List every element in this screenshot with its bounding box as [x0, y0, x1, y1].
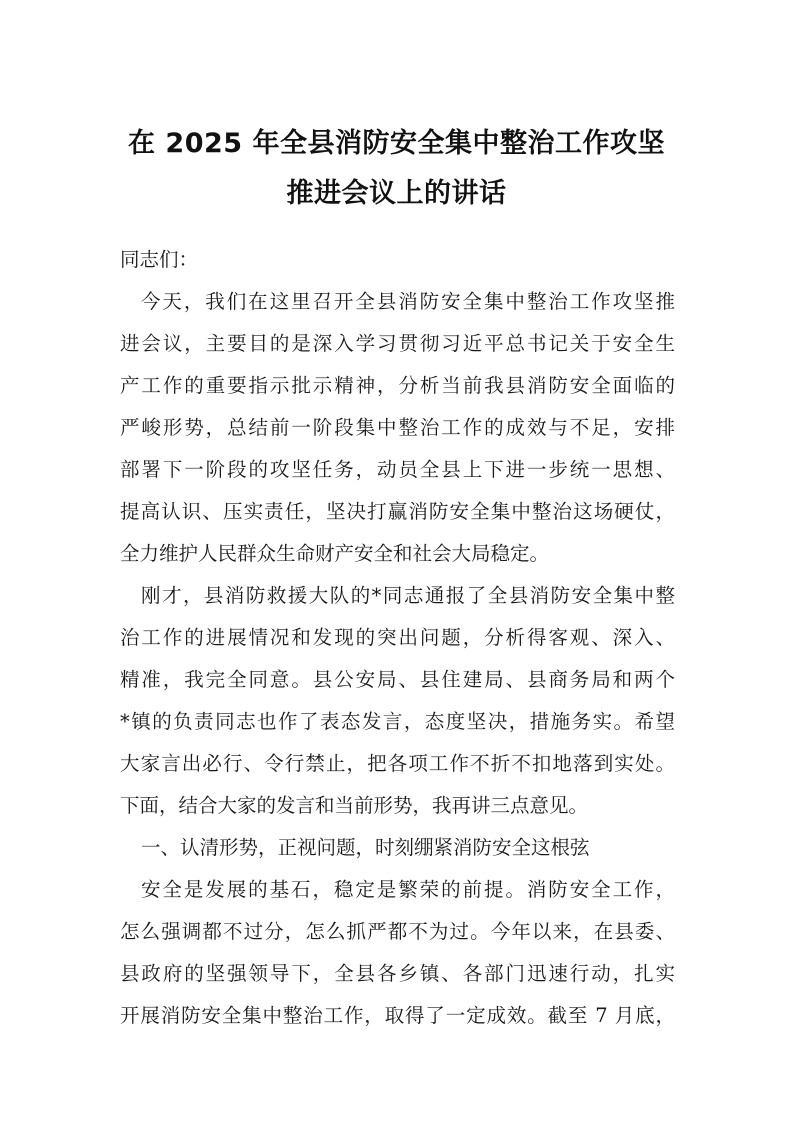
paragraph-line: 提高认识、压实责任，坚决打赢消防安全集中整治这场硬仗， [120, 500, 675, 523]
paragraph-line: 产工作的重要指示批示精神，分析当前我县消防安全面临的 [120, 374, 675, 397]
paragraph-line: 精准，我完全同意。县公安局、县住建局、县商务局和两个 [120, 668, 675, 691]
paragraph-line: 部署下一阶段的攻坚任务，动员全县上下进一步统一思想、 [120, 458, 675, 481]
paragraph-line: 安全是发展的基石，稳定是繁荣的前提。消防安全工作， [141, 878, 675, 901]
paragraph-line: 进会议，主要目的是深入学习贯彻习近平总书记关于安全生 [120, 332, 675, 355]
paragraph-line: *镇的负责同志也作了表态发言，态度坚决，措施务实。希望 [120, 710, 675, 733]
section-heading: 一、认清形势，正视问题，时刻绷紧消防安全这根弦 [141, 836, 590, 859]
document-title-line-1: 在 2025 年全县消防安全集中整治工作攻坚 [128, 128, 665, 159]
paragraph-line: 怎么强调都不过分，怎么抓严都不为过。今年以来，在县委、 [120, 920, 675, 943]
paragraph-line: 下面，结合大家的发言和当前形势，我再讲三点意见。 [120, 794, 589, 817]
salutation: 同志们： [120, 248, 199, 271]
paragraph-line: 今天，我们在这里召开全县消防安全集中整治工作攻坚推 [141, 290, 675, 313]
paragraph-line: 大家言出必行、令行禁止，把各项工作不折不扣地落到实处。 [120, 752, 675, 775]
document-title-line-2: 推进会议上的讲话 [286, 178, 507, 209]
paragraph-line: 刚才，县消防救援大队的*同志通报了全县消防安全集中整 [141, 584, 675, 607]
paragraph-line: 严峻形势，总结前一阶段集中整治工作的成效与不足，安排 [120, 416, 675, 439]
paragraph-line: 治工作的进展情况和发现的突出问题，分析得客观、深入、 [120, 626, 675, 649]
paragraph-line: 县政府的坚强领导下，全县各乡镇、各部门迅速行动，扎实 [120, 962, 675, 985]
paragraph-line: 开展消防安全集中整治工作，取得了一定成效。截至 7 月底， [120, 1004, 675, 1027]
paragraph-line: 全力维护人民群众生命财产安全和社会大局稳定。 [120, 542, 550, 565]
